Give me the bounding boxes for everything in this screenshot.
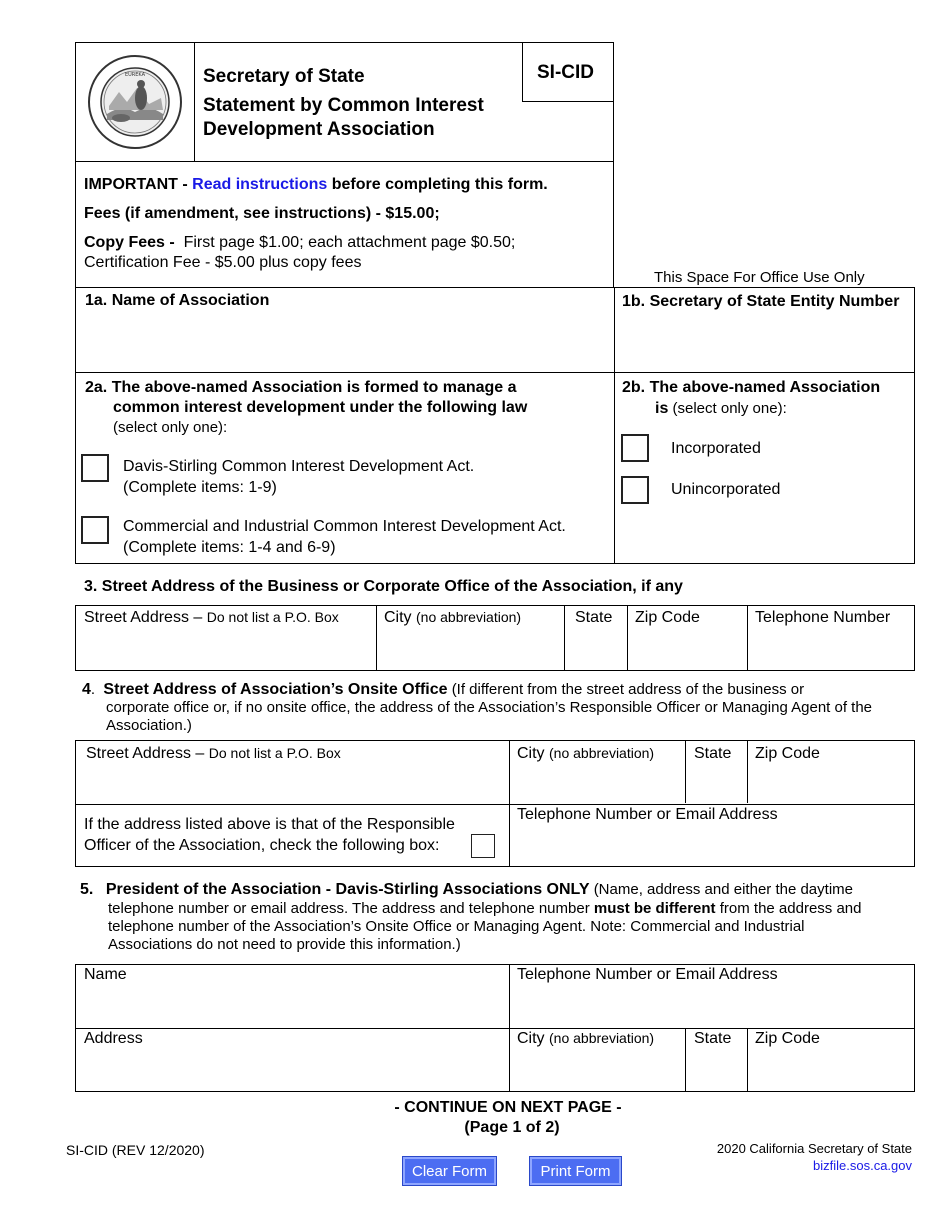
- print-form-button[interactable]: Print Form: [530, 1157, 621, 1185]
- item5-heading-line3: telephone number of the Association’s Onsite Office or Managing Agent. Note: Commercial and Industrial: [108, 918, 805, 935]
- president-zip-label: Zip Code: [755, 1030, 820, 1047]
- item5-heading-line4: Associations do not need to provide this information.): [108, 936, 461, 953]
- item2a-line1: 2a. The above-named Association is formed to manage a: [85, 379, 517, 396]
- item2a-line3: (select only one):: [113, 419, 228, 436]
- president-name-label: Name: [84, 966, 127, 983]
- president-contact-label: Telephone Number or Email Address: [517, 966, 778, 983]
- president-contact-field[interactable]: [512, 988, 910, 1024]
- item3-phone-label: Telephone Number: [755, 609, 891, 626]
- svg-text:EUREKA: EUREKA: [124, 72, 146, 78]
- commercial-industrial-label2: (Complete items: 1-4 and 6-9): [123, 539, 336, 556]
- item4-zip-field[interactable]: [750, 766, 910, 802]
- item3-zip-label: Zip Code: [635, 609, 700, 626]
- form-title-line2: Development Association: [203, 119, 435, 140]
- responsible-officer-checkbox[interactable]: [471, 834, 495, 858]
- state-seal-icon: [87, 54, 183, 150]
- item3-phone-field[interactable]: [750, 630, 910, 668]
- item4-state-label: State: [694, 745, 732, 762]
- davis-stirling-label1: Davis-Stirling Common Interest Development Act.: [123, 458, 475, 475]
- entity-number-field[interactable]: [618, 314, 910, 366]
- item5-heading: 5. President of the Association - Davis-Stirling Associations ONLY (Name, address and either the daytime: [80, 881, 853, 898]
- certification-fee: Certification Fee - $5.00 plus copy fees: [84, 254, 362, 271]
- continue-notice: - CONTINUE ON NEXT PAGE -: [394, 1099, 622, 1116]
- incorporated-checkbox[interactable]: [621, 434, 649, 462]
- item4-state-field[interactable]: [688, 766, 740, 802]
- item4-contact-label: Telephone Number or Email Address: [517, 806, 778, 823]
- fees-notice: Fees (if amendment, see instructions) - $15.00;: [84, 205, 440, 222]
- copy-fees-notice: Copy Fees - First page $1.00; each attachment page $0.50;: [84, 234, 516, 251]
- incorporated-label: Incorporated: [671, 440, 761, 457]
- item3-city-label: City (no abbreviation): [384, 609, 522, 626]
- item2b-line2: is (select only one):: [655, 400, 787, 417]
- president-address-field[interactable]: [80, 1050, 502, 1088]
- responsible-officer-line2: Officer of the Association, check the following box:: [84, 837, 440, 854]
- form-code: SI-CID: [537, 62, 594, 83]
- president-city-field[interactable]: [512, 1050, 680, 1088]
- davis-stirling-checkbox[interactable]: [81, 454, 109, 482]
- item3-city-field[interactable]: [380, 630, 560, 668]
- item4-city-label: City (no abbreviation): [517, 745, 655, 762]
- clear-form-button[interactable]: Clear Form: [403, 1157, 496, 1185]
- responsible-officer-line1: If the address listed above is that of the Responsible: [84, 816, 455, 833]
- revision-label: SI-CID (REV 12/2020): [66, 1142, 205, 1158]
- davis-stirling-label2: (Complete items: 1-9): [123, 479, 277, 496]
- president-city-label: City (no abbreviation): [517, 1030, 655, 1047]
- president-name-field[interactable]: [80, 988, 502, 1024]
- association-name-label: 1a. Name of Association: [85, 292, 270, 309]
- item4-street-field[interactable]: [80, 766, 502, 802]
- item3-heading: 3. Street Address of the Business or Corporate Office of the Association, if any: [84, 578, 683, 595]
- commercial-industrial-label1: Commercial and Industrial Common Interest Development Act.: [123, 518, 566, 535]
- item4-heading-line2: corporate office or, if no onsite office, the address of the Association’s Responsible Officer or Managing Agent of the: [106, 699, 873, 716]
- item3-state-label: State: [575, 609, 613, 626]
- item3-zip-field[interactable]: [630, 630, 742, 668]
- office-use-label: This Space For Office Use Only: [654, 269, 865, 286]
- president-state-field[interactable]: [688, 1050, 740, 1088]
- agency-title: Secretary of State: [203, 66, 365, 87]
- item3-state-field[interactable]: [568, 630, 623, 668]
- item3-street-label: Street Address – Do not list a P.O. Box: [84, 609, 339, 626]
- president-address-label: Address: [84, 1030, 143, 1047]
- item4-street-label: Street Address – Do not list a P.O. Box: [86, 745, 341, 762]
- item5-heading-line2: telephone number or email address. The address and telephone number must be different from the address and: [108, 900, 862, 917]
- item4-city-field[interactable]: [512, 766, 680, 802]
- item4-zip-label: Zip Code: [755, 745, 820, 762]
- president-zip-field[interactable]: [750, 1050, 910, 1088]
- unincorporated-checkbox[interactable]: [621, 476, 649, 504]
- entity-number-label: 1b. Secretary of State Entity Number: [622, 293, 900, 310]
- read-instructions-link[interactable]: Read instructions: [192, 176, 328, 193]
- commercial-industrial-checkbox[interactable]: [81, 516, 109, 544]
- copyright-label: 2020 California Secretary of State: [716, 1141, 912, 1156]
- association-name-field[interactable]: [80, 314, 608, 366]
- item4-contact-field[interactable]: [512, 828, 910, 862]
- president-state-label: State: [694, 1030, 732, 1047]
- unincorporated-label: Unincorporated: [671, 481, 781, 498]
- item2a-line2: common interest development under the following law: [113, 399, 528, 416]
- item3-street-field[interactable]: [80, 630, 370, 668]
- website-link[interactable]: bizfile.sos.ca.gov: [813, 1158, 912, 1173]
- form-title-line1: Statement by Common Interest: [203, 95, 484, 116]
- item4-heading-line3: Association.): [106, 717, 192, 734]
- important-notice: IMPORTANT - Read instructions before completing this form.: [84, 176, 548, 193]
- item4-heading: 4. Street Address of Association’s Onsite Office (If different from the street address of the business or: [82, 681, 805, 698]
- item2b-line1: 2b. The above-named Association: [622, 379, 881, 396]
- page-indicator: (Page 1 of 2): [464, 1119, 560, 1136]
